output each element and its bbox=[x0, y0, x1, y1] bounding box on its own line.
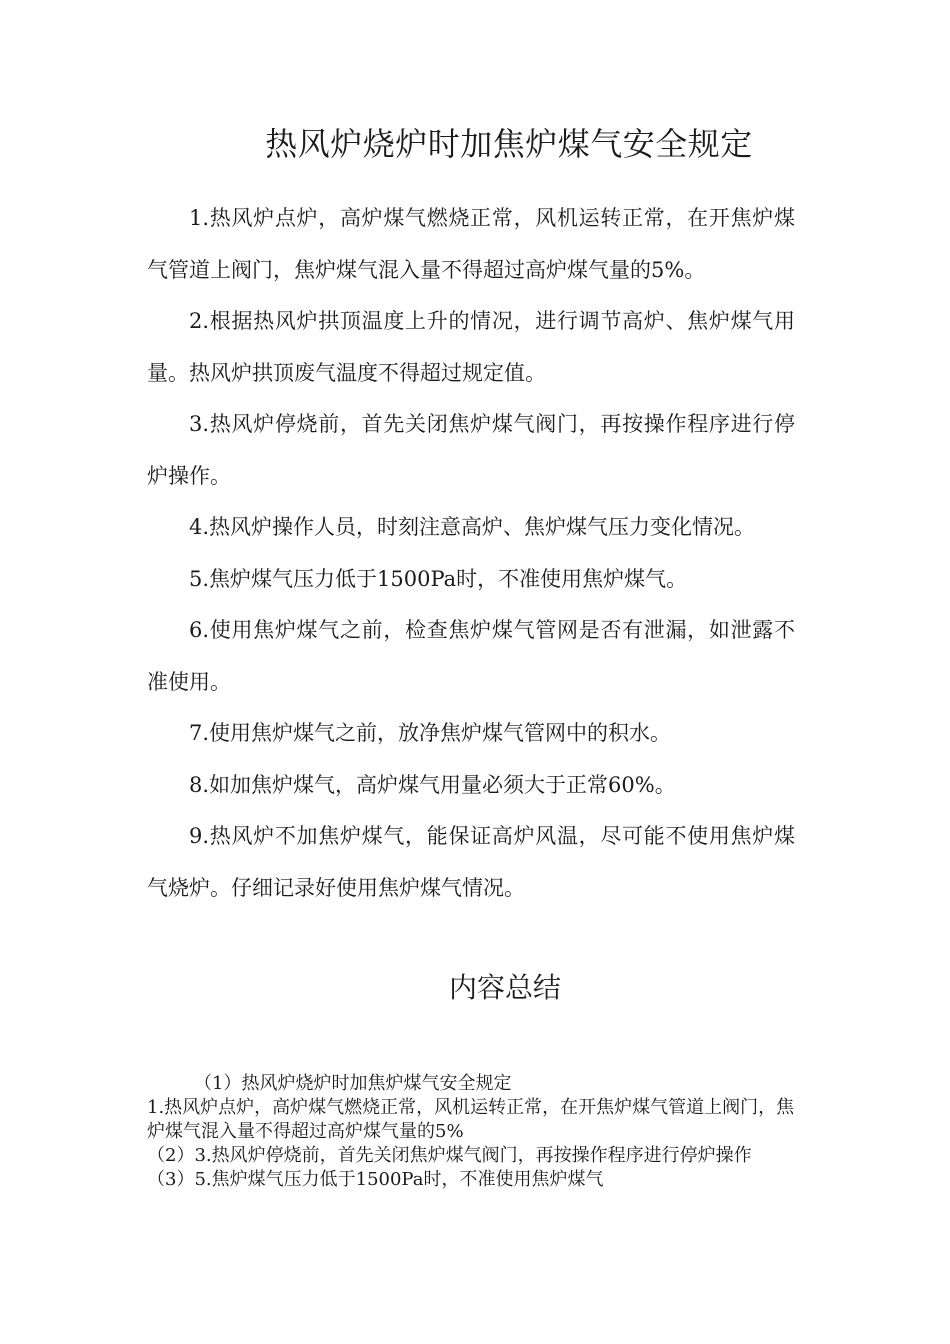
paragraph-4: 4.热风炉操作人员，时刻注意高炉、焦炉煤气压力变化情况。 bbox=[189, 515, 756, 539]
paragraph-5: 5.焦炉煤气压力低于1500Pa时，不准使用焦炉煤气。 bbox=[189, 566, 688, 591]
paragraph-2: 2.根据热风炉拱顶温度上升的情况，进行调节高炉、焦炉煤气用量。热风炉拱顶废气温度不得超过规定值。 bbox=[147, 309, 795, 385]
document-body bbox=[147, 193, 795, 914]
summary-section bbox=[147, 1072, 809, 1192]
paragraph-1: 1.热风炉点炉，高炉煤气燃烧正常，风机运转正常，在开焦炉煤气管道上阀门，焦炉煤气混入量不得超过高炉煤气量的5%。 bbox=[147, 206, 795, 282]
summary-line-4: （3）5.焦炉煤气压力低于1500Pa时，不准使用焦炉煤气 bbox=[147, 1169, 604, 1190]
summary-line-2: 1.热风炉点炉，高炉煤气燃烧正常，风机运转正常，在开焦炉煤气管道上阀门，焦炉煤气混入量不得超过高炉煤气量的5% bbox=[147, 1097, 795, 1142]
document-title: 热风炉烧炉时加焦炉煤气安全规定 bbox=[265, 125, 753, 163]
paragraph-9: 9.热风炉不加焦炉煤气，能保证高炉风温，尽可能不使用焦炉煤气烧炉。仔细记录好使用焦炉煤气情况。 bbox=[147, 824, 795, 900]
paragraph-8: 8.如加焦炉煤气，高炉煤气用量必须大于正常60%。 bbox=[189, 772, 676, 797]
paragraph-7: 7.使用焦炉煤气之前，放净焦炉煤气管网中的积水。 bbox=[189, 721, 672, 745]
paragraph-3: 3.热风炉停烧前，首先关闭焦炉煤气阀门，再按操作程序进行停炉操作。 bbox=[147, 412, 795, 488]
paragraph-6: 6.使用焦炉煤气之前，检查焦炉煤气管网是否有泄漏，如泄露不准使用。 bbox=[147, 618, 795, 694]
summary-line-1: （1）热风炉烧炉时加焦炉煤气安全规定 bbox=[194, 1073, 512, 1094]
summary-heading: 内容总结 bbox=[448, 971, 561, 1004]
summary-line-3: （2）3.热风炉停烧前，首先关闭焦炉煤气阀门，再按操作程序进行停炉操作 bbox=[147, 1145, 752, 1166]
